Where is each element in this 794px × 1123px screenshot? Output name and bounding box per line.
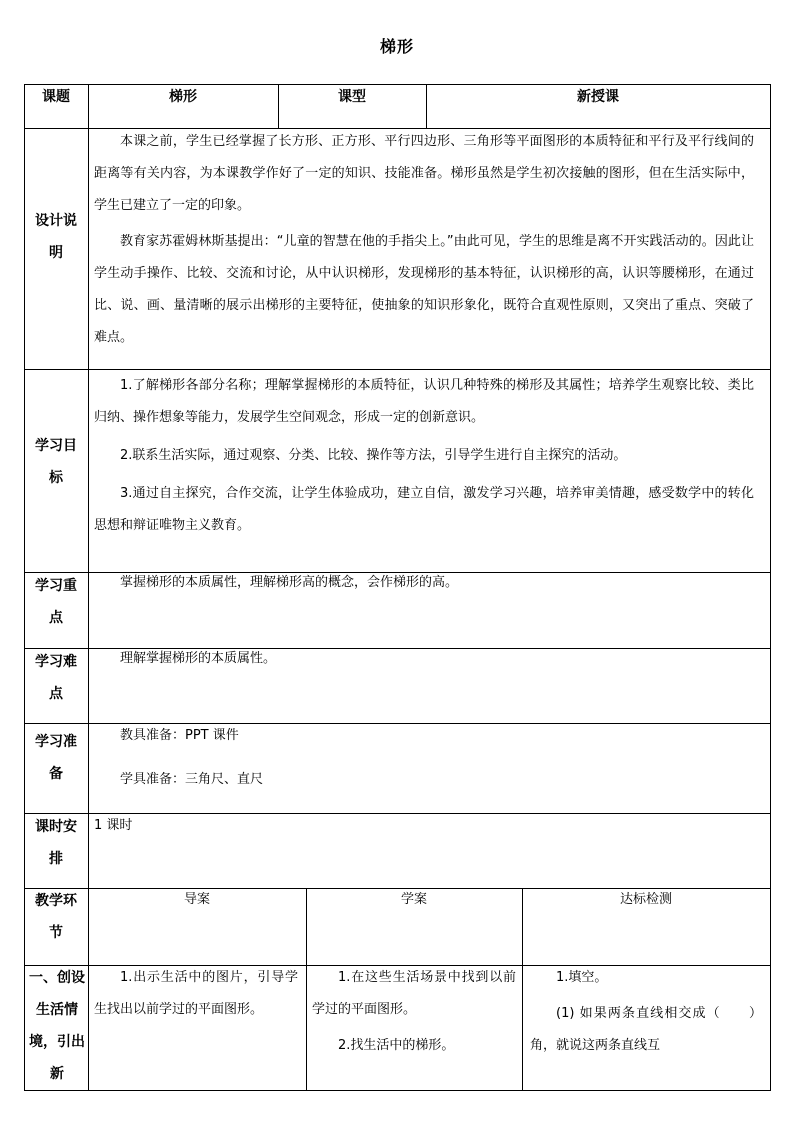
step1-check-text-1: 1.填空。 [556, 970, 608, 985]
step1-guide-text: 1.出示生活中的图片，引导学生找出以前学过的平面图形。 [94, 970, 298, 1017]
difficulty-text: 理解掌握梯形的本质属性。 [120, 651, 277, 666]
table-border-top [24, 84, 771, 85]
process-col-guide: 导案 [183, 892, 210, 907]
table-border-left [24, 84, 25, 1091]
design-paragraph-1: 本课之前，学生已经掌握了长方形、正方形、平行四边形、三角形等平面图形的本质特征和平行及平行线间的距离等有关内容，为本课教学作好了一定的知识、技能准备。梯形虽然是学生初次接触的图形，但在生活实际中，学生已建立了一定的印象。 [94, 134, 754, 213]
prep-student: 学具准备：三角尺、直尺 [120, 772, 264, 787]
row-divider [24, 888, 771, 889]
hours-label: 课时安排 [35, 819, 77, 867]
row-divider [24, 572, 771, 573]
difficulty-label: 学习难点 [35, 654, 77, 702]
header-type-label: 课型 [338, 89, 366, 105]
process-divider [522, 888, 523, 1090]
process-label: 教学环节 [35, 893, 77, 941]
step1-learn-text-1: 1.在这些生活场景中找到以前学过的平面图形。 [312, 970, 516, 1017]
row-divider [24, 369, 771, 370]
step1-check [530, 962, 762, 1088]
goals-content [94, 370, 754, 542]
step1-guide [94, 962, 298, 1026]
step1-check-text-2: (1) 如果两条直线相交成（ ）角，就说这两条直线互 [530, 1006, 762, 1053]
row-divider [24, 813, 771, 814]
key-label: 学习重点 [35, 578, 77, 626]
prep-teacher: 教具准备：PPT 课件 [120, 728, 239, 743]
design-content [94, 126, 754, 360]
goals-paragraph-3: 3.通过自主探究，合作交流，让学生体验成功，建立自信，激发学习兴趣，培养审美情趣，感受数学中的转化思想和辩证唯物主义教育。 [94, 486, 754, 533]
step1-label: 一、创设生活情境，引出新 [29, 970, 85, 1082]
row-divider [24, 965, 771, 966]
key-text: 掌握梯形的本质属性，理解梯形高的概念，会作梯形的高。 [120, 575, 459, 590]
table-border-right [770, 84, 771, 1091]
document-title: 梯形 [379, 37, 414, 56]
row-divider [24, 723, 771, 724]
header-divider [426, 84, 427, 128]
header-type-value: 新授课 [577, 89, 619, 105]
header-topic-value: 梯形 [169, 89, 197, 105]
process-col-check: 达标检测 [619, 892, 672, 907]
design-paragraph-2: 教育家苏霍姆林斯基提出：“儿童的智慧在他的手指尖上。”由此可见，学生的思维是离不开实践活动的。因此让学生动手操作、比较、交流和讨论，从中认识梯形，发现梯形的基本特征，认识梯形的高，认识等腰梯形，在通过比、说、画、量清晰的展示出梯形的主要特征，使抽象的知识形象化，既符合直观性原则，又突出了重点、突破了难点。 [94, 234, 754, 345]
prep-content [94, 720, 754, 796]
step1-learn [312, 962, 516, 1062]
process-divider [306, 888, 307, 1090]
step1-learn-text-2: 2.找生活中的梯形。 [338, 1038, 455, 1053]
label-column-divider [88, 84, 89, 1091]
row-divider [24, 128, 771, 129]
goals-paragraph-1: 1.了解梯形各部分名称；理解掌握梯形的本质特征，认识几种特殊的梯形及其属性；培养学生观察比较、类比归纳、操作想象等能力，发展学生空间观念，形成一定的创新意识。 [94, 378, 754, 425]
goals-paragraph-2: 2.联系生活实际，通过观察、分类、比较、操作等方法，引导学生进行自主探究的活动。 [120, 448, 627, 463]
goals-label: 学习目标 [35, 438, 77, 486]
row-divider [24, 648, 771, 649]
process-col-learn: 学案 [400, 892, 427, 907]
prep-label: 学习准备 [35, 734, 77, 782]
table-border-bottom [24, 1090, 771, 1091]
design-label: 设计说明 [35, 213, 77, 261]
header-divider [278, 84, 279, 128]
hours-text: 1 课时 [94, 818, 133, 833]
header-topic-label: 课题 [42, 89, 70, 105]
